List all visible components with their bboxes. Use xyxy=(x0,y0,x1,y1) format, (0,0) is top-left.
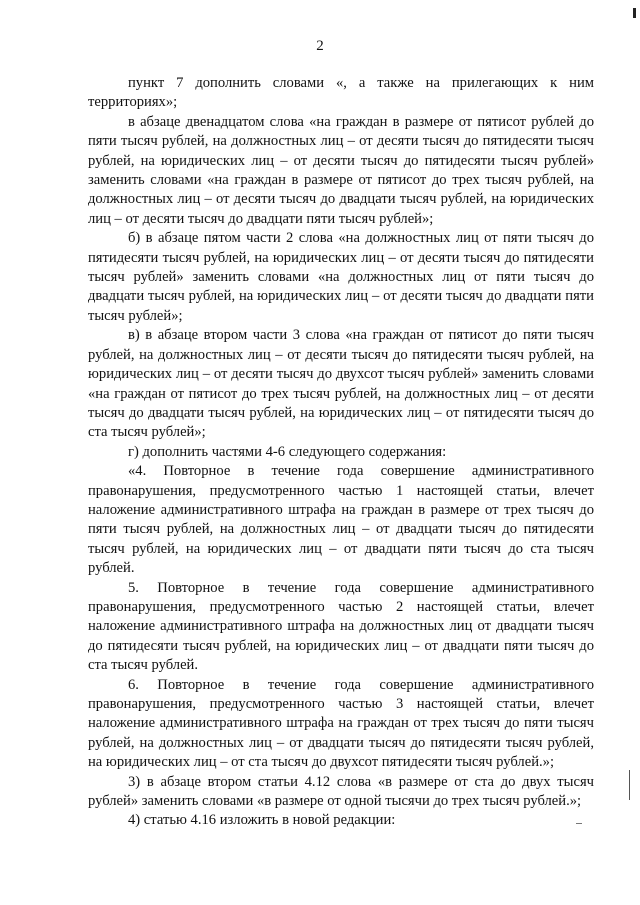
paragraph-part-5: 5. Повторное в течение года совершение административного правонарушения, предусмотренного частью 2 настоящей статьи, влечет наложение административного штрафа на должностных лиц от двадцати тысяч до пятидесяти тысяч рублей, на юридических лиц – от двадцати пяти тысяч до ста тысяч рублей. xyxy=(88,579,594,674)
document-body xyxy=(88,74,594,831)
paragraph-v-part-3: в) в абзаце втором части 3 слова «на граждан от пятисот до пяти тысяч рублей, на должностных лиц – от десяти тысяч до пятидесяти тысяч рублей, на юридических лиц – от десяти тысяч до двухсот тысяч рублей» заменить словами «на граждан от пятисот до трех тысяч рублей, на должностных лиц – от десяти тысяч до двадцати тысяч рублей, на юридических лиц – от пятидесяти тысяч до ста тысяч рублей»; xyxy=(88,327,594,441)
paragraph-abzac-12: в абзаце двенадцатом слова «на граждан в размере от пятисот рублей до пяти тысяч рублей, на должностных лиц – от десяти тысяч до пятидесяти тысяч рублей, на юридических лиц – от десяти тысяч до пятидесяти тысяч рублей» заменить словами «на граждан в размере от пятисот до трех тысяч рублей, на должностных лиц – от десяти тысяч до двадцати тысяч рублей, на юридических лиц – от десяти тысяч до двадцати пяти тысяч рублей»; xyxy=(88,113,594,227)
paragraph-item-7-addition: пункт 7 дополнить словами «, а также на прилегающих к ним территориях»; xyxy=(88,75,594,111)
paragraph-article-4-12: 3) в абзаце втором статьи 4.12 слова «в размере от ста до двух тысяч рублей» заменить словами «в размере от одной тысячи до трех тысяч рублей.»; xyxy=(88,773,594,810)
paragraph-article-4-16: 4) статью 4.16 изложить в новой редакции: xyxy=(128,812,396,829)
scan-edge-mark xyxy=(633,8,636,18)
page-number: 2 xyxy=(316,38,324,54)
paragraph-part-6: 6. Повторное в течение года совершение административного правонарушения, предусмотренного частью 3 настоящей статьи, влечет наложение административного штрафа на граждан от трех тысяч до пяти тысяч рублей, на должностных лиц – от двадцати тысяч до пятидесяти тысяч рублей, на юридических лиц – от ста тысяч до двухсот пятидесяти тысяч рублей.»; xyxy=(88,676,594,771)
paragraph-g-add-parts: г) дополнить частями 4-6 следующего содержания: xyxy=(128,443,447,460)
paragraph-part-4: «4. Повторное в течение года совершение административного правонарушения, предусмотренного частью 1 настоящей статьи, влечет наложение административного штрафа на граждан в размере от трех тысяч до пяти тысяч рублей, на должностных лиц – от двадцати тысяч до пятидесяти тысяч рублей, на юридических лиц – от двадцати пяти тысяч до ста тысяч рублей. xyxy=(88,463,594,577)
scan-dust-mark xyxy=(576,823,582,824)
paragraph-b-part-2: б) в абзаце пятом части 2 слова «на должностных лиц от пяти тысяч до пятидесяти тысяч рублей, на юридических лиц – от десяти тысяч до пятидесяти тысяч рублей» заменить словами «на должностных лиц от пяти тысяч до двадцати тысяч рублей, на юридических лиц – от десяти тысяч до двадцати пяти тысяч рублей»; xyxy=(88,230,594,324)
scan-margin-line xyxy=(629,770,630,800)
